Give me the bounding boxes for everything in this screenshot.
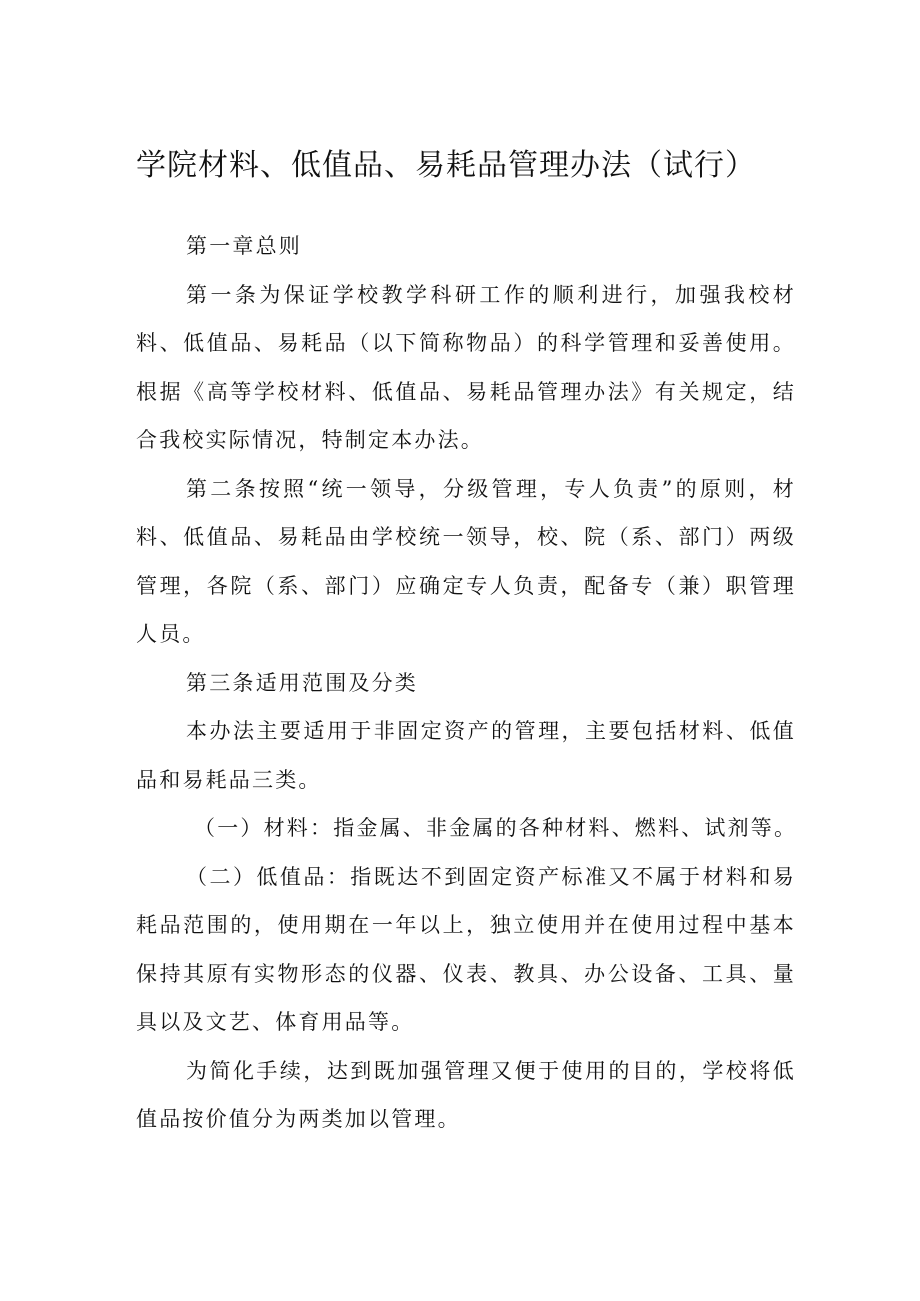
article-3-scope: 本办法主要适用于非固定资产的管理，主要包括材料、低值品和易耗品三类。: [136, 719, 796, 792]
document-title: 学院材料、低值品、易耗品管理办法（试行）: [136, 148, 756, 183]
document-body: [136, 222, 796, 1144]
chapter-heading: 第一章总则: [186, 234, 302, 258]
article-3-heading: 第三条适用范围及分类: [186, 670, 418, 695]
simplification-paragraph: 为简化手续，达到既加强管理又便于使用的目的，学校将低值品按价值分为两类加以管理。: [136, 1058, 796, 1131]
item-materials: （一）材料：指金属、非金属的各种材料、燃料、试剂等。: [194, 816, 798, 840]
item-low-value-goods: （二）低值品：指既达不到固定资产标准又不属于材料和易耗品范围的，使用期在一年以上，独立使用并在使用过程中基本保持其原有实物形态的仪器、仪表、教具、办公设备、工具、量具以及文艺、体育用品等。: [136, 864, 796, 1034]
article-2: 第二条按照“统一领导，分级管理，专人负责”的原则，材料、低值品、易耗品由学校统一领导，校、院（系、部门）两级管理，各院（系、部门）应确定专人负责，配备专（兼）职管理人员。: [136, 476, 796, 646]
article-1: 第一条为保证学校教学科研工作的顺利进行，加强我校材料、低值品、易耗品（以下简称物品）的科学管理和妥善使用。根据《高等学校材料、低值品、易耗品管理办法》有关规定，结合我校实际情况，特制定本办法。: [136, 282, 796, 452]
